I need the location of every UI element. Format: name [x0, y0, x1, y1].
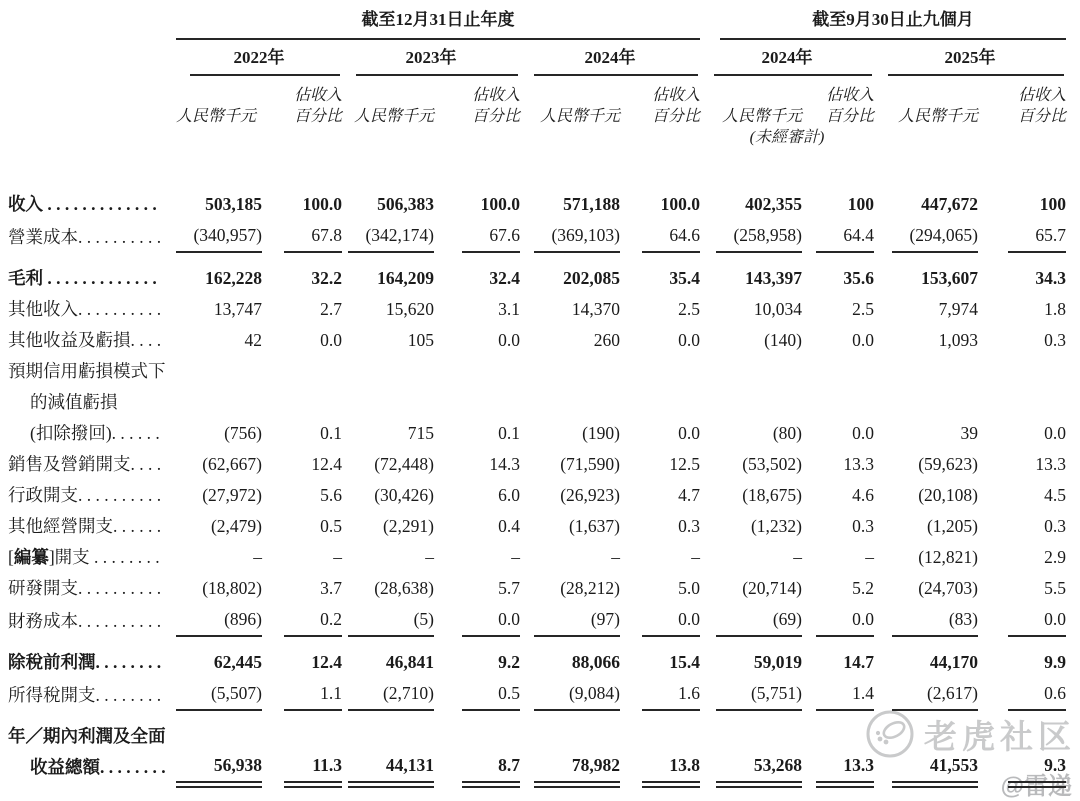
amount-cell: (26,923) — [560, 485, 620, 505]
pct-cell: 5.7 — [498, 578, 520, 598]
amount-cell: (69) — [700, 604, 802, 637]
row-label: 其他收入. . . . . . . . . . — [8, 299, 162, 319]
row-label: [編纂]開支 . . . . . . . . — [8, 547, 160, 567]
amount-cell: (27,972) — [202, 485, 262, 505]
table-row — [8, 449, 1066, 480]
pct-cell: 12.4 — [311, 454, 342, 474]
amount-cell: (342,174) — [342, 220, 434, 253]
row-label: 年／期內利潤及全面 收益總額. . . . . . . . — [8, 726, 166, 777]
amount-cell: (1,205) — [926, 516, 978, 536]
amount-cell: 62,445 — [213, 652, 262, 672]
amount-cell: 153,607 — [921, 268, 978, 288]
pct-cell: 13.3 — [843, 454, 874, 474]
amount-cell: (2,710) — [342, 678, 434, 711]
table-row — [8, 253, 1066, 294]
amount-cell: 503,185 — [205, 194, 262, 214]
amount-column-header: 人民幣千元 — [897, 108, 978, 125]
amount-cell: (140) — [764, 330, 802, 350]
amount-cell: 13,747 — [213, 299, 262, 319]
amount-cell: 7,974 — [938, 299, 978, 319]
pct-cell: 15.4 — [669, 652, 700, 672]
amount-cell: 143,397 — [745, 268, 802, 288]
unaudited-note: (未經審計) — [749, 129, 825, 146]
amount-cell: (59,623) — [918, 454, 978, 474]
amount-cell: (97) — [520, 604, 620, 637]
pct-cell: 0.0 — [678, 423, 700, 443]
pct-cell: 0.5 — [320, 516, 342, 536]
row-label: 研發開支. . . . . . . . . . — [8, 578, 162, 598]
amount-cell: 53,268 — [700, 711, 802, 783]
pct-cell: 0.5 — [434, 678, 520, 711]
amount-cell: (18,802) — [202, 578, 262, 598]
amount-cell: (12,821) — [918, 547, 978, 567]
amount-cell: (2,479) — [210, 516, 262, 536]
ninemonth-period-group — [700, 8, 1066, 40]
pct-cell: 2.9 — [1044, 547, 1066, 567]
table-row — [8, 678, 1066, 711]
pct-cell: 1.1 — [256, 678, 342, 711]
row-label: 毛利 . . . . . . . . . . . . . — [8, 268, 157, 288]
watermark-community-name: 老虎社区 — [924, 717, 1076, 755]
pct-cell: 5.0 — [678, 578, 700, 598]
amount-cell: (30,426) — [374, 485, 434, 505]
amount-cell: (896) — [176, 604, 256, 637]
table-row — [8, 511, 1066, 542]
pct-cell: 5.2 — [852, 578, 874, 598]
pct-cell: 13.3 — [802, 711, 874, 783]
pct-cell: 4.7 — [678, 485, 700, 505]
pct-cell: 1.8 — [1044, 299, 1066, 319]
amount-cell: (28,638) — [374, 578, 434, 598]
amount-cell: 202,085 — [563, 268, 620, 288]
annual-period-group — [176, 8, 700, 40]
amount-cell: (1,232) — [750, 516, 802, 536]
pct-cell: 0.6 — [978, 678, 1066, 711]
year-2022-group — [176, 40, 342, 76]
financial-table — [8, 8, 1066, 783]
amount-cell: (5,751) — [700, 678, 802, 711]
table-row — [8, 637, 1066, 678]
amount-cell: 506,383 — [377, 194, 434, 214]
table-row — [8, 604, 1066, 637]
amount-cell: (62,667) — [202, 454, 262, 474]
amount-column-header: 人民幣千元 — [721, 108, 802, 125]
year-label: 2023年 — [405, 48, 457, 67]
amount-cell: (80) — [772, 423, 802, 443]
amount-cell: 105 — [407, 330, 434, 350]
amount-cell: 46,841 — [385, 652, 434, 672]
pct-cell: 4.6 — [852, 485, 874, 505]
amount-cell: (71,590) — [560, 454, 620, 474]
pct-cell: 13.3 — [1035, 454, 1066, 474]
amount-cell: (9,084) — [520, 678, 620, 711]
pct-column-header: 佔收入 百分比 — [1017, 87, 1066, 125]
pct-cell: 0.3 — [1044, 330, 1066, 350]
pct-cell: 2.5 — [678, 299, 700, 319]
pct-cell: – — [865, 547, 874, 567]
pct-cell: 0.0 — [802, 604, 874, 637]
row-label: 預期信用虧損模式下 的減值虧損 (扣除撥回). . . . . . — [8, 361, 166, 443]
pct-cell: 0.2 — [256, 604, 342, 637]
year-2024-group — [520, 40, 700, 76]
amount-cell: (1,637) — [568, 516, 620, 536]
table-row — [8, 325, 1066, 356]
amount-cell: – — [611, 547, 620, 567]
pct-cell: 0.0 — [320, 330, 342, 350]
pct-cell: 9.2 — [498, 652, 520, 672]
amount-cell: (258,958) — [700, 220, 802, 253]
amount-cell: (18,675) — [742, 485, 802, 505]
pct-cell: 2.5 — [852, 299, 874, 319]
unaudited-note-row — [8, 127, 1066, 149]
spacer-cell — [8, 8, 176, 40]
table-row — [8, 189, 1066, 220]
amount-cell: (756) — [224, 423, 262, 443]
row-label: 財務成本. . . . . . . . . . — [8, 611, 162, 631]
ninemonth-2024-group — [700, 40, 874, 76]
pct-cell: 0.0 — [978, 604, 1066, 637]
pct-cell: 64.4 — [802, 220, 874, 253]
pct-cell: 9.3 — [978, 711, 1066, 783]
pct-cell: 11.3 — [256, 711, 342, 783]
table-row — [8, 356, 1066, 449]
amount-cell: 402,355 — [745, 194, 802, 214]
amount-cell: (5) — [342, 604, 434, 637]
pct-cell: 6.0 — [498, 485, 520, 505]
spacer-cell — [8, 76, 176, 127]
amount-cell: 260 — [593, 330, 620, 350]
pct-cell: 3.7 — [320, 578, 342, 598]
watermark-author-handle: @雷递 — [1000, 773, 1072, 800]
amount-cell: 1,093 — [938, 330, 978, 350]
pct-column-header: 佔收入 百分比 — [825, 87, 874, 125]
amount-cell: 56,938 — [176, 711, 256, 783]
table-row — [8, 480, 1066, 511]
pct-cell: 0.1 — [498, 423, 520, 443]
amount-cell: 10,034 — [753, 299, 802, 319]
pct-cell: 67.8 — [256, 220, 342, 253]
amount-cell: 447,672 — [921, 194, 978, 214]
spacer-cell — [8, 40, 176, 76]
pct-cell: 67.6 — [434, 220, 520, 253]
row-label: 所得稅開支. . . . . . . . — [8, 685, 162, 705]
year-header-row — [8, 40, 1066, 76]
pct-cell: 5.5 — [1044, 578, 1066, 598]
spacer-cell — [874, 127, 1066, 149]
amount-cell: 14,370 — [571, 299, 620, 319]
amount-cell: 41,553 — [874, 711, 978, 783]
amount-cell: 162,228 — [205, 268, 262, 288]
pct-cell: 0.3 — [678, 516, 700, 536]
pct-column-header: 佔收入 百分比 — [293, 87, 342, 125]
amount-cell: 88,066 — [571, 652, 620, 672]
header-spacer-row — [8, 149, 1066, 189]
amount-cell: (72,448) — [374, 454, 434, 474]
amount-column-header: 人民幣千元 — [176, 108, 257, 125]
amount-cell: (20,108) — [918, 485, 978, 505]
amount-cell: 39 — [960, 423, 978, 443]
table-row — [8, 573, 1066, 604]
amount-column-header: 人民幣千元 — [539, 108, 620, 125]
amount-cell: 44,131 — [342, 711, 434, 783]
amount-cell: 78,982 — [520, 711, 620, 783]
pct-cell: 35.6 — [843, 268, 874, 288]
pct-cell: 0.3 — [1044, 516, 1066, 536]
table-row — [8, 220, 1066, 253]
amount-cell: (53,502) — [742, 454, 802, 474]
amount-cell: 571,188 — [563, 194, 620, 214]
pct-cell: 2.7 — [320, 299, 342, 319]
period-title-annual: 截至12月31日止年度 — [361, 10, 515, 29]
amount-cell: 44,170 — [929, 652, 978, 672]
column-header-row — [8, 76, 1066, 127]
amount-cell: – — [425, 547, 434, 567]
pct-cell: 13.8 — [620, 711, 700, 783]
amount-cell: 715 — [407, 423, 434, 443]
pct-cell: 0.0 — [678, 330, 700, 350]
pct-cell: 0.0 — [498, 330, 520, 350]
amount-cell: 15,620 — [385, 299, 434, 319]
amount-cell: 164,209 — [377, 268, 434, 288]
table-row — [8, 542, 1066, 573]
pct-cell: 34.3 — [1035, 268, 1066, 288]
pct-cell: 100.0 — [302, 194, 342, 214]
row-label: 收入 . . . . . . . . . . . . . — [8, 194, 157, 214]
amount-cell: (2,291) — [382, 516, 434, 536]
period-title-ninemonth: 截至9月30日止九個月 — [812, 10, 974, 29]
pct-cell: 100.0 — [480, 194, 520, 214]
table-body — [8, 189, 1066, 783]
amount-cell: (83) — [874, 604, 978, 637]
pct-column-header: 佔收入 百分比 — [471, 87, 520, 125]
amount-cell: 59,019 — [753, 652, 802, 672]
amount-cell: (5,507) — [176, 678, 256, 711]
table-row — [8, 294, 1066, 325]
pct-cell: 0.3 — [852, 516, 874, 536]
pct-cell: 100.0 — [660, 194, 700, 214]
pct-cell: 12.5 — [669, 454, 700, 474]
ninemonth-2025-group — [874, 40, 1066, 76]
pct-cell: 12.4 — [311, 652, 342, 672]
row-label: 除稅前利潤. . . . . . . . — [8, 652, 162, 672]
pct-cell: 8.7 — [434, 711, 520, 783]
pct-cell: 1.6 — [620, 678, 700, 711]
pct-cell: 65.7 — [978, 220, 1066, 253]
period-header-row — [8, 8, 1066, 40]
row-label: 銷售及營銷開支. . . . — [8, 454, 162, 474]
row-label: 其他經營開支. . . . . . — [8, 516, 162, 536]
pct-cell: 4.5 — [1044, 485, 1066, 505]
pct-cell: 9.9 — [1044, 652, 1066, 672]
amount-cell: – — [793, 547, 802, 567]
amount-cell: (24,703) — [918, 578, 978, 598]
pct-cell: 100 — [847, 194, 874, 214]
amount-cell: (340,957) — [176, 220, 256, 253]
amount-cell: (20,714) — [742, 578, 802, 598]
pct-column-header: 佔收入 百分比 — [651, 87, 700, 125]
pct-cell: 0.1 — [320, 423, 342, 443]
pct-cell: 14.7 — [843, 652, 874, 672]
spacer-cell — [8, 127, 700, 149]
year-label: 2025年 — [944, 48, 996, 67]
amount-cell: (2,617) — [874, 678, 978, 711]
pct-cell: 1.4 — [802, 678, 874, 711]
pct-cell: 14.3 — [489, 454, 520, 474]
year-label: 2024年 — [584, 48, 636, 67]
pct-cell: 3.1 — [498, 299, 520, 319]
pct-cell: 0.0 — [1044, 423, 1066, 443]
amount-cell: – — [253, 547, 262, 567]
amount-cell: 42 — [244, 330, 262, 350]
pct-cell: 5.6 — [320, 485, 342, 505]
year-2023-group — [342, 40, 520, 76]
amount-column-header: 人民幣千元 — [353, 108, 434, 125]
pct-cell: – — [511, 547, 520, 567]
pct-cell: 0.0 — [852, 330, 874, 350]
amount-cell: (294,065) — [874, 220, 978, 253]
pct-cell: 0.4 — [498, 516, 520, 536]
amount-cell: (190) — [582, 423, 620, 443]
pct-cell: – — [691, 547, 700, 567]
pct-cell: 0.0 — [852, 423, 874, 443]
row-label: 行政開支. . . . . . . . . . — [8, 485, 162, 505]
pct-cell: 32.2 — [311, 268, 342, 288]
year-label: 2024年 — [761, 48, 813, 67]
amount-cell: (28,212) — [560, 578, 620, 598]
row-label: 營業成本. . . . . . . . . . — [8, 227, 162, 247]
pct-cell: 0.0 — [620, 604, 700, 637]
pct-cell: 100 — [1039, 194, 1066, 214]
pct-cell: – — [333, 547, 342, 567]
pct-cell: 35.4 — [669, 268, 700, 288]
pct-cell: 64.6 — [620, 220, 700, 253]
amount-cell: (369,103) — [520, 220, 620, 253]
table-row — [8, 711, 1066, 783]
pct-cell: 32.4 — [489, 268, 520, 288]
pct-cell: 0.0 — [434, 604, 520, 637]
row-label: 其他收益及虧損. . . . — [8, 330, 162, 350]
year-label: 2022年 — [233, 48, 285, 67]
